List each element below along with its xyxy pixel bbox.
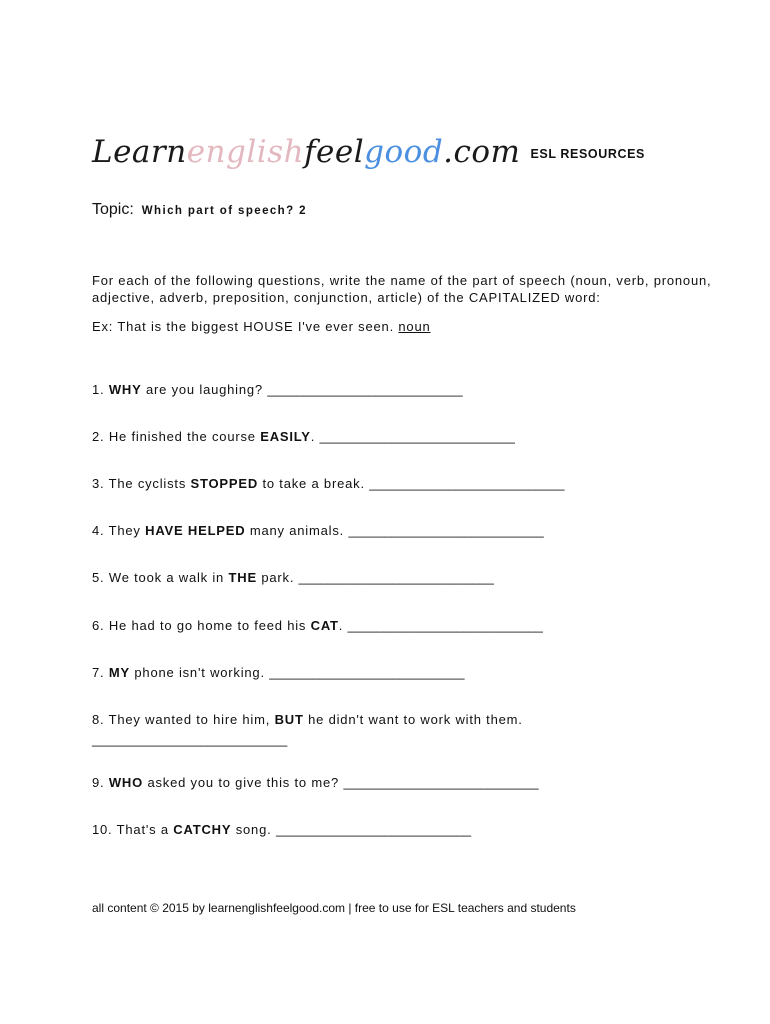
question-keyword: EASILY (260, 429, 311, 444)
question-keyword: WHY (108, 382, 142, 397)
question-2 (92, 429, 515, 444)
logo-part-com: .com (443, 134, 521, 170)
question-keyword: CATCHY (173, 822, 232, 837)
question-7 (92, 665, 465, 680)
question-post: . (310, 429, 320, 444)
question-8 (92, 712, 523, 727)
answer-blank[interactable]: ___________________________ (348, 523, 544, 538)
question-post: phone isn't working. (129, 665, 270, 680)
question-post: are you laughing? (141, 382, 268, 397)
question-pre: 7. (92, 665, 109, 680)
logo-part-learn: Learn (92, 134, 187, 170)
question-post: park. (256, 570, 299, 585)
question-post: to take a break. (258, 476, 370, 491)
header-tagline: ESL RESOURCES (530, 147, 645, 161)
question-pre: 5. We took a walk in (92, 570, 229, 585)
answer-blank[interactable]: ___________________________ (298, 570, 494, 585)
question-keyword: WHO (108, 775, 144, 790)
example-text: Ex: That is the biggest HOUSE I've ever seen. (92, 319, 394, 334)
question-pre: 10. That's a (92, 822, 174, 837)
question-post: many animals. (245, 523, 349, 538)
question-pre: 4. They (92, 523, 146, 538)
question-pre: 8. They wanted to hire him, (92, 712, 275, 727)
answer-blank[interactable]: ___________________________ (269, 665, 465, 680)
topic-line (92, 201, 307, 219)
question-9 (92, 775, 539, 790)
logo-part-feel: feel (304, 134, 365, 170)
question-pre: 1. (92, 382, 109, 397)
header (92, 118, 645, 168)
question-keyword: THE (228, 570, 257, 585)
question-pre: 2. He finished the course (92, 429, 261, 444)
question-8-blank-line (92, 732, 287, 747)
question-keyword: STOPPED (190, 476, 259, 491)
logo-part-good: good (364, 134, 444, 170)
question-post: asked you to give this to me? (143, 775, 344, 790)
topic-label: Topic: (92, 201, 134, 218)
question-1 (92, 382, 463, 397)
instructions: For each of the following questions, write the name of the part of speech (noun, verb, pronoun, adjective, adverb, preposition, conjunction, article) of the CAPITALIZED word: (92, 273, 712, 305)
question-6 (92, 618, 543, 633)
question-pre: 3. The cyclists (92, 476, 191, 491)
answer-blank[interactable]: ___________________________ (267, 382, 463, 397)
answer-blank[interactable]: ___________________________ (275, 822, 472, 837)
question-post: song. (231, 822, 276, 837)
question-post: . (338, 618, 348, 633)
topic-value: Which part of speech? 2 (141, 205, 307, 217)
answer-blank[interactable]: ___________________________ (343, 775, 539, 790)
question-5 (92, 570, 494, 585)
answer-blank[interactable]: ___________________________ (347, 618, 543, 633)
question-4 (92, 523, 544, 538)
question-keyword: MY (108, 665, 130, 680)
footer-copyright: all content © 2015 by learnenglishfeelgood.com | free to use for ESL teachers and students (92, 901, 576, 915)
question-10 (92, 822, 471, 837)
question-3 (92, 476, 564, 491)
question-pre: 9. (92, 775, 109, 790)
site-logo[interactable] (92, 134, 521, 170)
answer-blank[interactable]: ___________________________ (369, 476, 565, 491)
question-keyword: CAT (310, 618, 339, 633)
example-line (92, 319, 431, 334)
example-answer: noun (398, 319, 431, 334)
answer-blank[interactable]: ___________________________ (92, 732, 288, 747)
answer-blank[interactable]: ___________________________ (319, 429, 515, 444)
question-pre: 6. He had to go home to feed his (92, 618, 311, 633)
question-keyword: BUT (274, 712, 304, 727)
logo-part-english: english (186, 134, 305, 170)
question-keyword: HAVE HELPED (145, 523, 246, 538)
question-post: he didn't want to work with them. (303, 712, 523, 727)
